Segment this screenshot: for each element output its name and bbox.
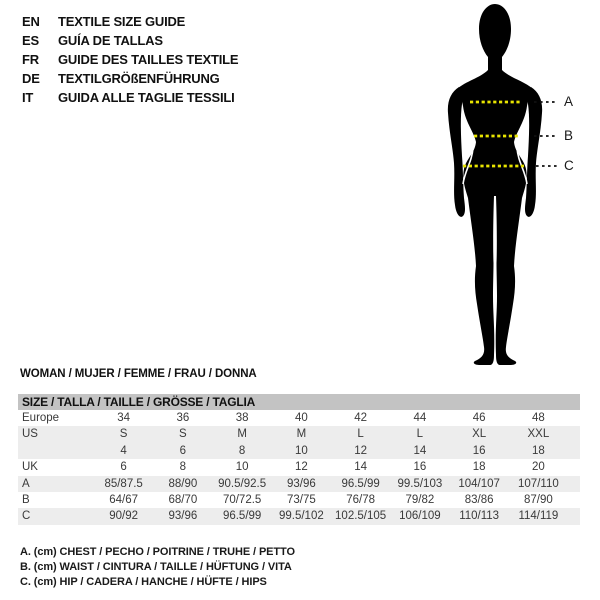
lang-code: IT xyxy=(22,90,34,105)
marker-label-a: A xyxy=(564,94,574,109)
lang-code: DE xyxy=(22,71,40,86)
table-cell: 14 xyxy=(413,444,427,457)
lang-row-de xyxy=(22,69,238,88)
woman-silhouette xyxy=(457,4,533,365)
table-cell: 114/119 xyxy=(518,510,559,523)
measurement-legend xyxy=(20,545,295,591)
lang-title: TEXTILGRÖßENFÜHRUNG xyxy=(58,71,220,86)
row-label: Europe xyxy=(22,412,60,424)
table-cell: 83/86 xyxy=(464,493,494,506)
table-cell: 93/96 xyxy=(168,510,198,523)
table-cell: 16 xyxy=(472,444,486,457)
table-cell: 8 xyxy=(238,444,246,457)
row-label: B xyxy=(22,493,30,506)
table-cell: 10 xyxy=(294,444,308,457)
table-cell: M xyxy=(296,428,307,441)
legend-chest: A. (cm) CHEST / PECHO / POITRINE / TRUHE / PETTO xyxy=(20,546,295,558)
table-cell: 18 xyxy=(531,444,545,457)
table-row xyxy=(18,492,580,508)
table-cell: 99.5/103 xyxy=(397,477,443,490)
table-cell: XL xyxy=(472,428,487,441)
size-table xyxy=(18,394,580,525)
table-cell: 4 xyxy=(120,444,127,457)
table-cell: 48 xyxy=(531,412,545,424)
woman-right-arm xyxy=(525,87,542,217)
table-cell: 96.5/99 xyxy=(341,477,380,490)
table-cell: 88/90 xyxy=(168,477,198,490)
lang-code: EN xyxy=(22,14,40,29)
table-cell: 36 xyxy=(176,412,190,424)
table-cell: S xyxy=(119,428,128,441)
lang-code: ES xyxy=(22,33,39,48)
table-cell: 42 xyxy=(354,412,368,424)
table-cell: 90/92 xyxy=(109,510,139,523)
lang-code: FR xyxy=(22,52,39,67)
table-cell: M xyxy=(237,428,247,441)
row-label: A xyxy=(22,477,30,490)
table-row xyxy=(18,426,580,442)
woman-left-arm xyxy=(448,87,465,217)
marker-label-c: C xyxy=(564,158,574,173)
table-cell: 44 xyxy=(413,412,427,424)
lang-title: GUÍA DE TALLAS xyxy=(58,33,163,48)
table-cell: 73/75 xyxy=(286,493,316,506)
table-cell: 93/96 xyxy=(286,477,316,490)
table-row xyxy=(18,476,580,492)
table-cell: 68/70 xyxy=(168,493,198,506)
lang-row-it xyxy=(22,88,238,107)
woman-silhouette-svg xyxy=(430,0,600,370)
row-label: UK xyxy=(22,461,38,474)
table-cell: 34 xyxy=(117,412,131,424)
legend-hip: C. (cm) HIP / CADERA / HANCHE / HÜFTE / HIPS xyxy=(20,576,267,589)
table-cell: 40 xyxy=(294,412,308,424)
table-row xyxy=(18,459,580,475)
table-cell: 110/113 xyxy=(459,510,500,523)
size-table-header: SIZE / TALLA / TAILLE / GRÖSSE / TAGLIA xyxy=(18,394,580,410)
lang-row-fr xyxy=(22,50,238,69)
lang-title: GUIDA ALLE TAGLIE TESSILI xyxy=(58,90,235,105)
table-cell: 46 xyxy=(472,412,486,424)
table-cell: 76/78 xyxy=(346,493,376,506)
row-label: US xyxy=(22,428,38,441)
table-cell: 12 xyxy=(294,461,308,474)
table-cell: 10 xyxy=(235,461,249,474)
language-title-list xyxy=(22,12,238,107)
table-cell: 102.5/105 xyxy=(335,510,387,523)
size-table-body xyxy=(18,410,580,525)
table-cell: 18 xyxy=(472,461,486,474)
table-cell: 96.5/99 xyxy=(222,510,262,523)
body-measurement-figure xyxy=(430,0,600,370)
lang-row-es xyxy=(22,31,238,50)
lang-row-en xyxy=(22,12,238,31)
marker-label-b: B xyxy=(564,128,574,143)
table-cell: 106/109 xyxy=(399,510,441,523)
table-row xyxy=(18,410,580,426)
lang-title: GUIDE DES TAILLES TEXTILE xyxy=(58,52,239,67)
table-cell: 14 xyxy=(354,461,368,474)
table-cell: 79/82 xyxy=(405,493,435,506)
table-cell: 87/90 xyxy=(523,493,553,506)
table-cell: 16 xyxy=(413,461,427,474)
table-cell: 12 xyxy=(354,444,368,457)
table-cell: 64/67 xyxy=(109,493,139,506)
row-label xyxy=(18,443,94,459)
row-label: C xyxy=(22,510,31,523)
table-cell: XXL xyxy=(527,428,550,441)
table-cell: 107/110 xyxy=(518,477,559,490)
table-cell: 8 xyxy=(179,461,187,474)
table-cell: 85/87.5 xyxy=(104,477,143,490)
table-cell: 104/107 xyxy=(458,477,500,490)
table-cell: 38 xyxy=(235,412,249,424)
table-cell: 99.5/102 xyxy=(278,510,324,523)
table-row xyxy=(18,508,580,524)
table-cell: 6 xyxy=(120,461,127,474)
table-cell: 6 xyxy=(179,444,187,457)
table-cell: 20 xyxy=(531,461,545,474)
table-cell: L xyxy=(416,428,424,441)
lang-title: TEXTILE SIZE GUIDE xyxy=(58,14,186,29)
section-title: WOMAN / MUJER / FEMME / FRAU / DONNA xyxy=(20,368,257,380)
table-row xyxy=(18,443,580,459)
legend-waist: B. (cm) WAIST / CINTURA / TAILLE / HÜFTUNG / VITA xyxy=(20,561,292,574)
table-cell: 90.5/92.5 xyxy=(218,477,267,490)
table-cell: S xyxy=(179,428,187,441)
table-cell: 70/72.5 xyxy=(222,493,262,506)
table-cell: L xyxy=(357,428,364,441)
